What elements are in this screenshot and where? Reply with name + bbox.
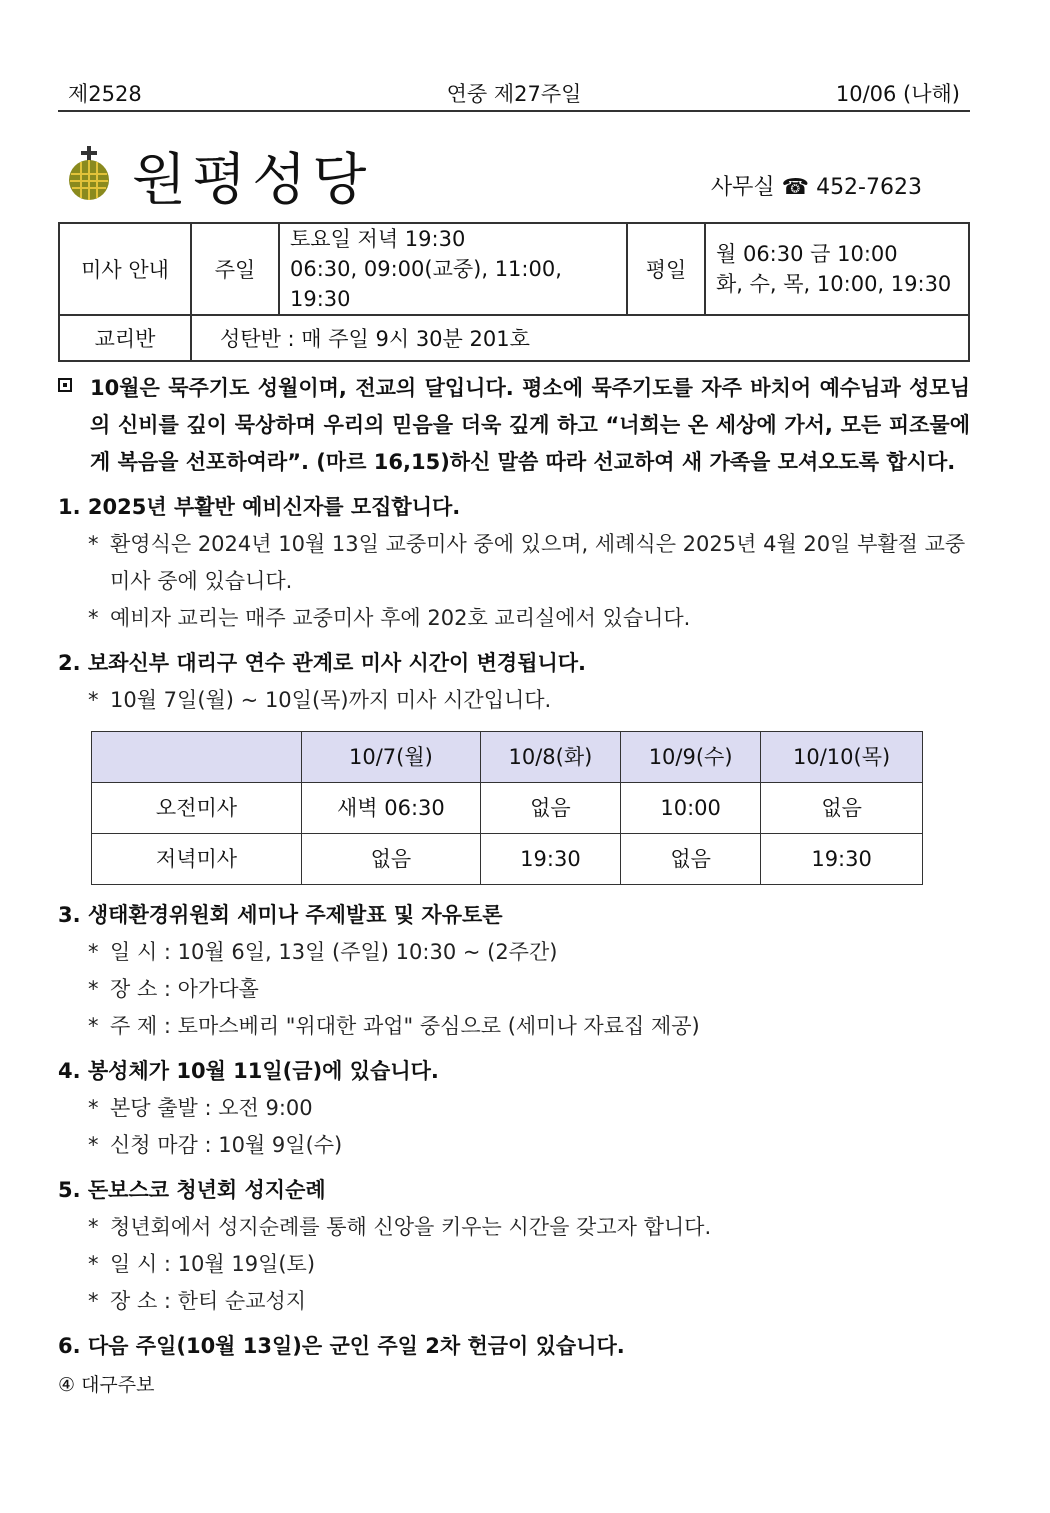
- schedule-cell: 없음: [621, 834, 761, 885]
- asterisk-bullet-icon: *: [88, 532, 99, 556]
- schedule-header-cell: [92, 732, 302, 783]
- schedule-cell: 오전미사: [92, 783, 302, 834]
- catechism-label: 교리반: [59, 315, 191, 361]
- mass-guide-label: 미사 안내: [59, 223, 191, 315]
- asterisk-bullet-icon: *: [88, 1252, 99, 1276]
- issue-number: 제2528: [68, 82, 142, 106]
- announcement-detail: * 일 시 : 10월 19일(토): [58, 1246, 970, 1283]
- schedule-header-cell: 10/8(화): [480, 732, 620, 783]
- announcement-title: 3. 생태환경위원회 세미나 주제발표 및 자유토론: [58, 903, 503, 927]
- office-phone: 사무실 ☎ 452-7623: [710, 175, 922, 200]
- asterisk-bullet-icon: *: [88, 606, 99, 630]
- schedule-cell: 19:30: [761, 834, 923, 885]
- announcement-detail: * 환영식은 2024년 10월 13일 교중미사 중에 있으며, 세례식은 2025년 4월 20일 부활절 교중미사 중에 있습니다.: [58, 526, 970, 600]
- schedule-table: [91, 731, 923, 885]
- asterisk-bullet-icon: *: [88, 688, 99, 712]
- intro-paragraph: 10월은 묵주기도 성월이며, 전교의 달입니다. 평소에 묵주기도를 자주 바치어 예수님과 성모님의 신비를 깊이 묵상하며 우리의 믿음을 더욱 깊게 하고 “너희는 온 세상에 가서, 모든 피조물에게 복음을 선포하여라”. (마르 16,15)하신 말씀 따라 선교하여 새 가족을 모셔오도록 합시다.: [58, 370, 970, 481]
- asterisk-bullet-icon: *: [88, 1014, 99, 1038]
- announcement-title: 1. 2025년 부활반 예비신자를 모집합니다.: [58, 495, 461, 519]
- announcement-list: [58, 489, 970, 1365]
- schedule-cell: 10:00: [621, 783, 761, 834]
- schedule-header-cell: 10/9(수): [621, 732, 761, 783]
- asterisk-bullet-icon: *: [88, 1133, 99, 1157]
- announcement-title: 4. 봉성체가 10월 11일(금)에 있습니다.: [58, 1059, 439, 1083]
- asterisk-bullet-icon: *: [88, 1096, 99, 1120]
- asterisk-bullet-icon: *: [88, 1215, 99, 1239]
- asterisk-bullet-icon: *: [88, 1289, 99, 1313]
- announcement-detail: * 본당 출발 : 오전 9:00: [58, 1090, 970, 1127]
- schedule-row: [92, 783, 923, 834]
- announcement-title: 6. 다음 주일(10월 13일)은 군인 주일 2차 헌금이 있습니다.: [58, 1334, 625, 1358]
- announcement-detail: * 장 소 : 아가다홀: [58, 971, 970, 1008]
- mass-info-table: [58, 222, 970, 362]
- schedule-row: [92, 834, 923, 885]
- cross-globe-icon: [62, 146, 116, 202]
- week-title: 연중 제27주일: [446, 82, 582, 106]
- schedule-cell: 없음: [302, 834, 481, 885]
- schedule-header-cell: 10/7(월): [302, 732, 481, 783]
- schedule-cell: 없음: [761, 783, 923, 834]
- announcement-detail: * 일 시 : 10월 6일, 13일 (주일) 10:30 ~ (2주간): [58, 934, 970, 971]
- bulletin-header: [58, 74, 970, 112]
- announcement-detail: * 장 소 : 한티 순교성지: [58, 1283, 970, 1320]
- announcement-title: 2. 보좌신부 대리구 연수 관계로 미사 시간이 변경됩니다.: [58, 651, 587, 675]
- title-bar: [62, 140, 962, 213]
- asterisk-bullet-icon: *: [88, 977, 99, 1001]
- announcement-detail: * 주 제 : 토마스베리 "위대한 과업" 중심으로 (세미나 자료집 제공): [58, 1008, 970, 1045]
- issue-date: 10/06 (나해): [835, 82, 960, 106]
- sunday-times: 토요일 저녁 19:30 06:30, 09:00(교중), 11:00, 19:30: [279, 223, 627, 315]
- weekday-label: 평일: [627, 223, 705, 315]
- sunday-label: 주일: [191, 223, 279, 315]
- church-name: 원평성당: [132, 148, 373, 213]
- announcement-title: 5. 돈보스코 청년회 성지순례: [58, 1178, 326, 1202]
- catechism-value: 성탄반 : 매 주일 9시 30분 201호: [191, 315, 969, 361]
- schedule-cell: 19:30: [480, 834, 620, 885]
- weekday-times: 월 06:30 금 10:00 화, 수, 목, 10:00, 19:30: [705, 223, 969, 315]
- square-bullet-icon: [58, 378, 72, 392]
- announcements: [58, 370, 970, 1404]
- schedule-cell: 없음: [480, 783, 620, 834]
- announcement-detail: * 예비자 교리는 매주 교중미사 후에 202호 교리실에서 있습니다.: [58, 600, 970, 637]
- footer-source: ④ 대구주보: [58, 1374, 155, 1396]
- announcement-detail: * 신청 마감 : 10월 9일(수): [58, 1127, 970, 1164]
- announcement-detail: * 청년회에서 성지순례를 통해 신앙을 키우는 시간을 갖고자 합니다.: [58, 1209, 970, 1246]
- schedule-header-cell: 10/10(목): [761, 732, 923, 783]
- schedule-cell: 새벽 06:30: [302, 783, 481, 834]
- asterisk-bullet-icon: *: [88, 940, 99, 964]
- schedule-cell: 저녁미사: [92, 834, 302, 885]
- announcement-detail: * 10월 7일(월) ~ 10일(목)까지 미사 시간입니다.: [58, 682, 970, 719]
